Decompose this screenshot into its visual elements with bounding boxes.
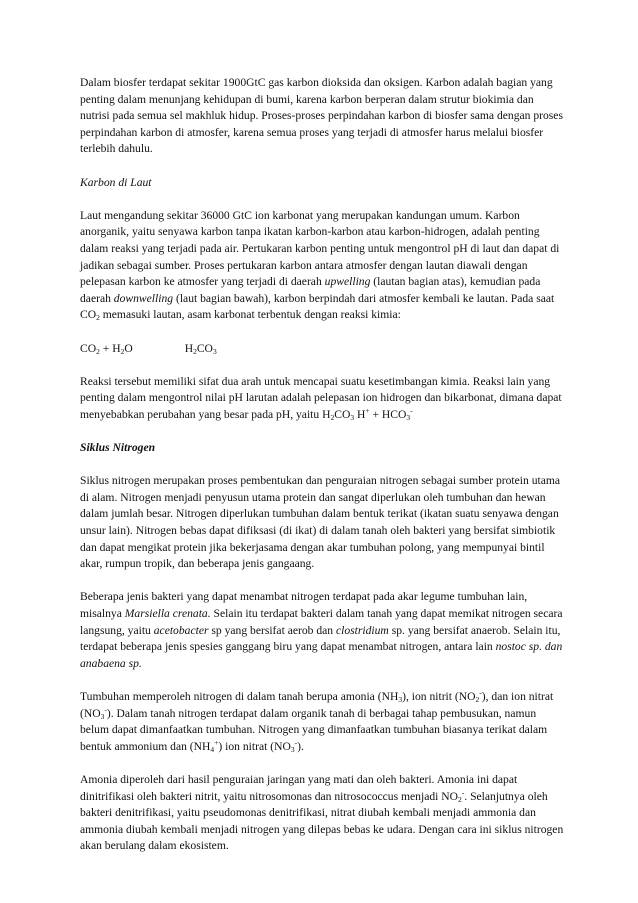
term-clostridium: clostridium bbox=[335, 623, 389, 637]
paragraph-biosfer: Dalam biosfer terdapat sekitar 1900GtC gas karbon dioksida dan oksigen. Karbon adalah bagian yang penting dalam menunjang kehidupan di bumi, karena karbon berperan dalam strutur biokimia dan nutrisi pada semua sel makhluk hidup. Proses-proses perpindahan karbon di biosfer sama dengan proses perpindahan karbon di atmosfer, karena semua proses yang terjadi di atmosfer harus melalui biosfer terlebih dahulu. bbox=[80, 76, 563, 156]
document-page bbox=[80, 75, 566, 872]
term-acetobacter: acetobacter bbox=[153, 623, 209, 637]
paragraph-siklus-nitrogen: Siklus nitrogen merupakan proses pembentukan dan penguraian nitrogen sebagai sumber protein utama di alam. Nitrogen menjadi penyusun utama protein dan sangat diperlukan oleh tumbuhan dan hewan dalam jumlah besar. Nitrogen diperlukan tumbuhan dalam bentuk terikat (ikatan suatu senyawa dengan unsur lain). Nitrogen bebas dapat difiksasi (di ikat) di dalam tanah oleh bakteri yang bersifat simbiotik dan dapat mengikat protein jika bekerjasama dengan akar tumbuhan polong, yang mempunyai bintil akar, rumpun tropik, dan beberapa jenis gangaang. bbox=[80, 474, 561, 571]
term-nostoc: nostoc sp. dan anabaena sp. bbox=[80, 640, 563, 670]
paragraph-bakteri: Beberapa jenis bakteri yang dapat menambat nitrogen terdapat pada akar legume tumbuhan lain, misalnya Marsiella crenata. Selain itu terdapat bakteri dalam tanah yang dapat memikat nitrogen secara langsung, yaitu acetobacter sp yang bersifat aerob dan clostridium sp. yang bersifat anaerob. Selain itu, terdapat beberapa jenis spesies ganggang biru yang dapat menambat nitrogen, antara lain nostoc sp. dan anabaena sp. bbox=[80, 590, 563, 670]
chemical-equation: $CO_2 + H_2O$ $H_2CO_3$ bbox=[80, 341, 217, 356]
term-downwelling: downwelling bbox=[113, 291, 174, 305]
term-upwelling: upwelling bbox=[324, 275, 371, 289]
paragraph-amonia: Amonia diperoleh dari hasil penguraian jaringan yang mati dan oleh bakteri. Amonia ini dapat dinitrifikasi oleh bakteri nitrit, yaitu nitrosomonas dan nitrosococcus menjadi $NO_2^-$. Selanjutnya oleh bakteri denitrifikasi, yaitu pseudomonas denitrifikasi, nitrat diubah kembali menjadi ammonia dan ammonia diubah kembali menjadi nitrogen yang dilepas bebas ke udara. Dengan cara ini siklus nitrogen akan berulang dalam ekosistem. bbox=[80, 772, 564, 853]
paragraph-tumbuhan-nitrogen: Tumbuhan memperoleh nitrogen di dalam tanah berupa amonia $(NH_3)$, ion nitrit $(NO_2^-)$, dan ion nitrat $(NO_3^-)$. Dalam tanah nitrogen terdapat dalam organik tanah di berbagai tahap pembusukan, namun belum dapat dimanfaatkan tumbuhan. Nitrogen yang dimanfaatkan tumbuhan biasanya terikat dalam bentuk ammonium dan $(NH_4^+)$ ion nitrat $(NO_3^-)$. bbox=[80, 687, 554, 754]
paragraph-reaksi: Reaksi tersebut memiliki sifat dua arah untuk mencapai suatu kesetimbangan kimia. Reaksi lain yang penting dalam mengontrol nilai pH larutan adalah pelepasan ion hidrogen dan bikarbonat, dimana dapat menyebabkan perubahan yang besar pada pH, yaitu $H_2CO_3$ $H^+ + HCO_3^-$ bbox=[80, 374, 562, 422]
heading-karbon-di-laut: Karbon di Laut bbox=[80, 175, 152, 189]
term-marsiella: Marsiella crenata. bbox=[124, 607, 211, 620]
paragraph-karbon-laut: Laut mengandung sekitar 36000 GtC ion karbonat yang merupakan kandungan umum. Karbon anorganik, yaitu senyawa karbon tanpa ikatan karbon-karbon atau karbon-hidrogen, adalah penting dalam reaksi yang terjadi pada air. Pertukaran karbon penting untuk mengontrol pH di laut dan dapat di jadikan sebagai sumber. Proses pertukaran karbon antara atmosfer dengan lautan diawali dengan pelepasan karbon ke atmosfer yang terjadi di daerah upwelling (lautan bagian atas), kemudian pada daerah downwelling (laut bagian bawah), karbon berpindah dari atmosfer kembali ke lautan. Pada saat $CO_2$ memasuki lautan, asam karbonat terbentuk dengan reaksi kimia: bbox=[80, 208, 560, 323]
heading-siklus-nitrogen: Siklus Nitrogen bbox=[80, 441, 156, 455]
